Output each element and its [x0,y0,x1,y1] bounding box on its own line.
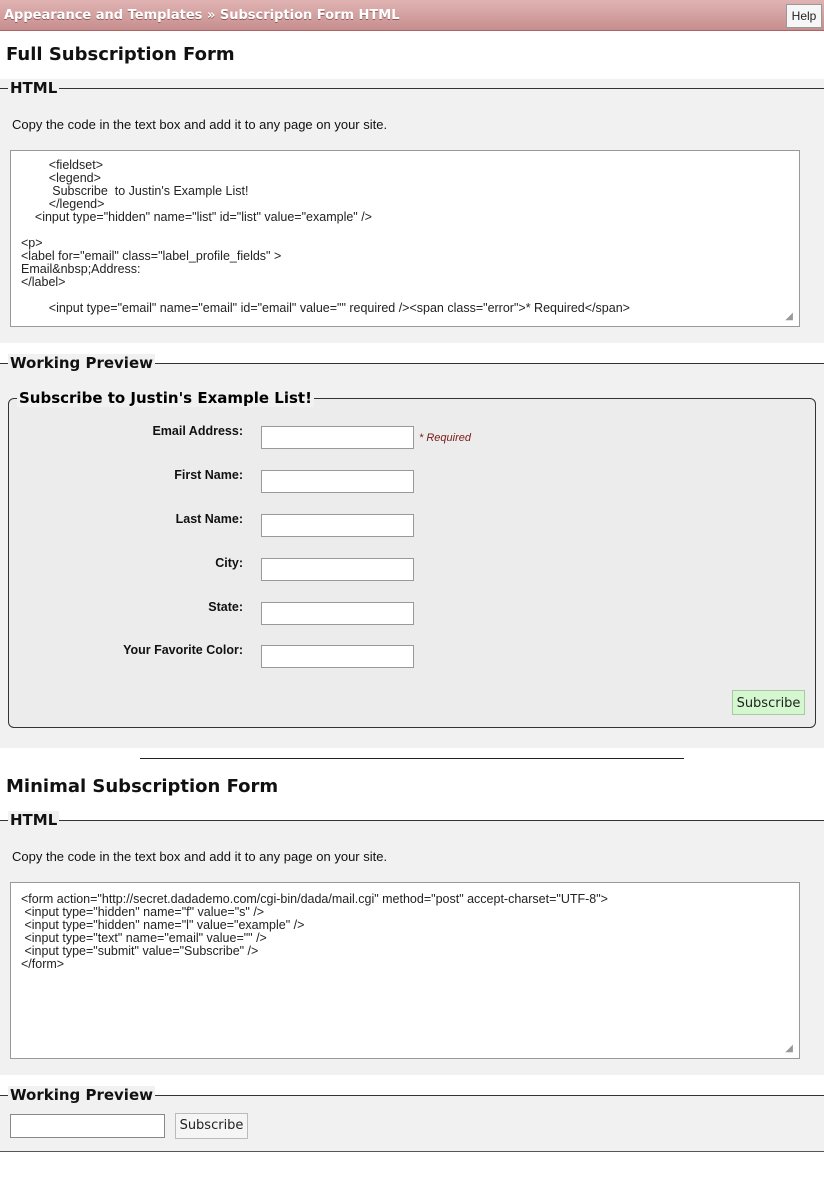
minimal-preview-legend: Working Preview [10,1086,153,1104]
minimal-form-title: Minimal Subscription Form [6,776,279,797]
divider [140,758,684,759]
resize-grip-icon[interactable]: ◢ [785,311,793,322]
full-preview-legend: Working Preview [10,354,153,372]
minimal-html-legend: HTML [10,811,58,829]
full-html-legend: HTML [10,79,58,97]
state-label: State: [208,600,243,614]
field-row-state [9,600,809,626]
field-row-city [9,556,809,582]
subscribe-button[interactable]: Subscribe [732,690,805,715]
city-field[interactable] [261,558,414,581]
favorite-color-label: Your Favorite Color: [123,643,243,657]
last-name-label: Last Name: [175,512,243,526]
email-label: Email Address: [152,424,243,438]
field-row-last-name [9,512,809,538]
minimal-code-text: <form action="http://secret.dadademo.com/cgi-bin/dada/mail.cgi" method="post" accept-charset="UTF-8"> <input type="hidden" name="f" value="s" /> <input type="hidden" name="l" value="example" /> <input type="text" name="email" value="" /> <input type="submit" value="Subscribe" /> </form> [21,892,608,971]
full-code-text: <fieldset> <legend> Subscribe to Justin's Example List! </legend> <input type="hidden" name="list" id="list" value="example" /> <p> <label for="email" class="label_profile_fields" > Email&nbsp;Address: </label> <input type="email" name="email" id="email" value="" required /><span class="error">* Required</span> [21,158,630,315]
full-instructions: Copy the code in the text box and add it to any page on your site. [12,117,388,132]
field-row-favorite-color [9,643,809,669]
required-note: * Required [419,432,471,444]
email-field[interactable] [261,426,414,449]
first-name-label: First Name: [174,468,243,482]
subscribe-fieldset [8,389,816,728]
full-form-title: Full Subscription Form [6,44,235,65]
favorite-color-field[interactable] [261,645,414,668]
field-row-first-name [9,468,809,494]
minimal-email-input[interactable] [10,1114,165,1138]
fieldset-legend: Subscribe to Justin's Example List! [19,389,312,407]
minimal-subscribe-button[interactable]: Subscribe [175,1113,248,1139]
field-row-email [9,424,809,450]
city-label: City: [215,556,243,570]
title-bar [0,0,824,31]
minimal-instructions: Copy the code in the text box and add it to any page on your site. [12,849,388,864]
full-code-textarea[interactable] [10,150,800,327]
help-button[interactable]: Help [786,4,822,28]
breadcrumb: Appearance and Templates » Subscription Form HTML [4,8,400,23]
resize-grip-icon[interactable]: ◢ [785,1043,793,1054]
state-field[interactable] [261,602,414,625]
first-name-field[interactable] [261,470,414,493]
minimal-code-textarea[interactable] [10,882,800,1059]
last-name-field[interactable] [261,514,414,537]
